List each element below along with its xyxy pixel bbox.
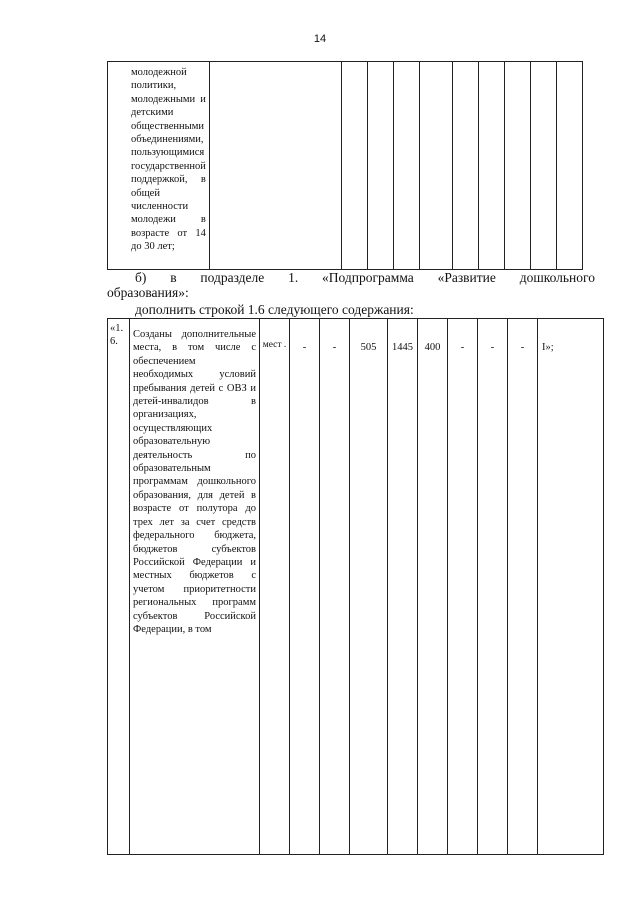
page-number: 14	[313, 33, 327, 45]
value-cell: 1445	[388, 319, 418, 855]
table-cell	[557, 62, 583, 270]
row-1-6-table	[107, 318, 604, 855]
value-cell: -	[448, 319, 478, 855]
value-cell: -	[290, 319, 320, 855]
value-cell: -	[320, 319, 350, 855]
table-cell	[209, 62, 341, 270]
indicator-description: молодежной политики, молодежными и детскими общественными объединениями, пользующимися государственной поддержкой, в общей численности молодежи в возрасте от 14 до 30 лет;	[108, 62, 210, 270]
table-row	[108, 62, 640, 270]
paragraph-subsection-cont: образования»:	[107, 285, 189, 300]
unit-cell: мест .	[260, 319, 290, 855]
value-cell: -	[508, 319, 538, 855]
indicator-description: Созданы дополнительные места, в том числе с обеспечением необходимых условий пребывания детей с ОВЗ и детей-инвалидов в организациях, осуществляющих образовательную деятельность по образовательным программам дошкольного образования, для детей в возрасте от полутора до трех лет за счет средств федерального бюджета, бюджетов субъектов Российской Федерации и местных бюджетов с учетом приоритетности региональных программ субъектов Российской Федерации, в том	[130, 319, 260, 855]
table-cell	[393, 62, 419, 270]
table-cell	[531, 62, 557, 270]
value-cell: 400	[418, 319, 448, 855]
table-cell	[505, 62, 531, 270]
table-row	[108, 319, 604, 855]
top-table	[107, 61, 640, 270]
paragraph-subsection: б) в подразделе 1. «Подпрограмма «Развитие дошкольного	[135, 270, 595, 285]
table-cell	[452, 62, 478, 270]
value-cell: -	[478, 319, 508, 855]
table-cell	[478, 62, 504, 270]
closing-cell: I»;	[538, 319, 604, 855]
table-cell	[419, 62, 452, 270]
row-number: «1. 6.	[108, 319, 130, 855]
table-cell	[341, 62, 367, 270]
value-cell: 505	[350, 319, 388, 855]
paragraph-add-row: дополнить строкой 1.6 следующего содержания:	[135, 302, 414, 317]
table-cell	[367, 62, 393, 270]
